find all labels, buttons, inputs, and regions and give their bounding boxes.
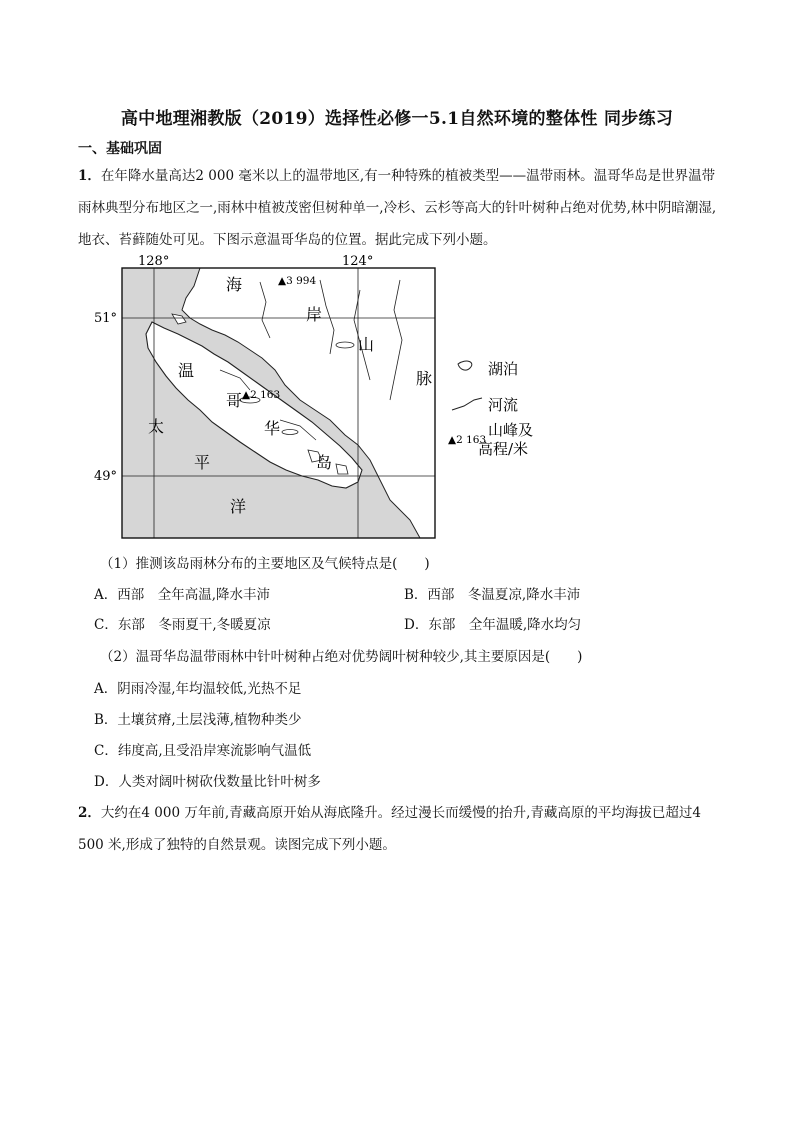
- lake: [336, 342, 354, 348]
- question-1-text: 在年降水量高达2 000 毫米以上的温带地区,有一种特殊的植被类型——温带雨林。温哥华岛是世界温带雨林典型分布地区之一,雨林中植被茂密但树种单一,冷杉、云杉等高大的针叶树种占绝对优势,林中阴暗潮湿,地衣、苔藓随处可见。下图示意温哥华岛的位置。据此完成下列小题。: [78, 168, 717, 248]
- page-title: 高中地理湘教版（2019）选择性必修一5.1自然环境的整体性 同步练习: [120, 109, 674, 129]
- lon-label-128: 128°: [138, 254, 170, 269]
- label-island: 哥: [226, 391, 243, 410]
- vancouver-island-map: [90, 250, 570, 542]
- question-2-text: 大约在4 000 万年前,青藏高原开始从海底隆升。经过漫长而缓慢的抬升,青藏高原的平均海拔已超过4 500 米,形成了独特的自然景观。读图完成下列小题。: [78, 805, 702, 853]
- legend-peak-label-1: 山峰及: [488, 421, 534, 439]
- q1-sub1-option-c: C．东部 冬雨夏干,冬暖夏凉: [94, 617, 271, 633]
- legend-lake-label: 湖泊: [488, 360, 519, 378]
- label-island: 温: [178, 361, 195, 380]
- lon-label-124: 124°: [342, 254, 374, 269]
- peak-3994: ▲3 994: [278, 275, 317, 287]
- peak-2163: ▲2 163: [242, 389, 281, 401]
- legend-peak-label-2: 高程/米: [478, 440, 529, 458]
- q1-sub1-option-b: B．西部 冬温夏凉,降水丰沛: [404, 587, 581, 603]
- q1-sub2-option-b: B．土壤贫瘠,土层浅薄,植物种类少: [94, 712, 302, 728]
- label-island: 岛: [316, 453, 333, 472]
- label-ocean: 太: [148, 417, 165, 436]
- label-coast-range: 脉: [416, 369, 433, 388]
- q1-sub2-option-a: A．阴雨冷湿,年均温较低,光热不足: [94, 681, 302, 697]
- lat-label-49: 49°: [94, 469, 118, 484]
- lake: [282, 430, 298, 435]
- map-legend: [448, 360, 533, 458]
- label-coast-range: 海: [226, 275, 243, 294]
- q1-sub2-option-d: D．人类对阔叶树砍伐数量比针叶树多: [94, 774, 321, 790]
- q1-sub1-stem: （1）推测该岛雨林分布的主要地区及气候特点是( ): [100, 556, 430, 572]
- q1-sub1-option-a: A．西部 全年高温,降水丰沛: [94, 587, 271, 603]
- label-ocean: 洋: [230, 497, 247, 516]
- legend-river-label: 河流: [488, 396, 519, 414]
- legend-river-icon: [452, 398, 482, 410]
- q1-sub2-stem: （2）温哥华岛温带雨林中针叶树种占绝对优势阔叶树种较少,其主要原因是( ): [100, 649, 583, 665]
- legend-peak-sample: ▲2 163: [448, 434, 487, 446]
- label-ocean: 平: [194, 453, 211, 472]
- lat-label-51: 51°: [94, 311, 118, 326]
- question-2-number: 2．: [78, 805, 101, 821]
- question-1: [78, 160, 726, 256]
- q1-sub1-option-d: D．东部 全年温暖,降水均匀: [404, 617, 582, 633]
- legend-lake-icon: [458, 361, 472, 370]
- label-coast-range: 山: [358, 335, 375, 354]
- label-island: 华: [264, 419, 281, 438]
- label-coast-range: 岸: [306, 305, 323, 324]
- question-2: [78, 797, 726, 861]
- q1-sub2-option-c: C．纬度高,且受沿岸寒流影响气温低: [94, 743, 312, 759]
- question-1-number: 1．: [78, 168, 101, 184]
- section-heading: 一、基础巩固: [78, 141, 162, 157]
